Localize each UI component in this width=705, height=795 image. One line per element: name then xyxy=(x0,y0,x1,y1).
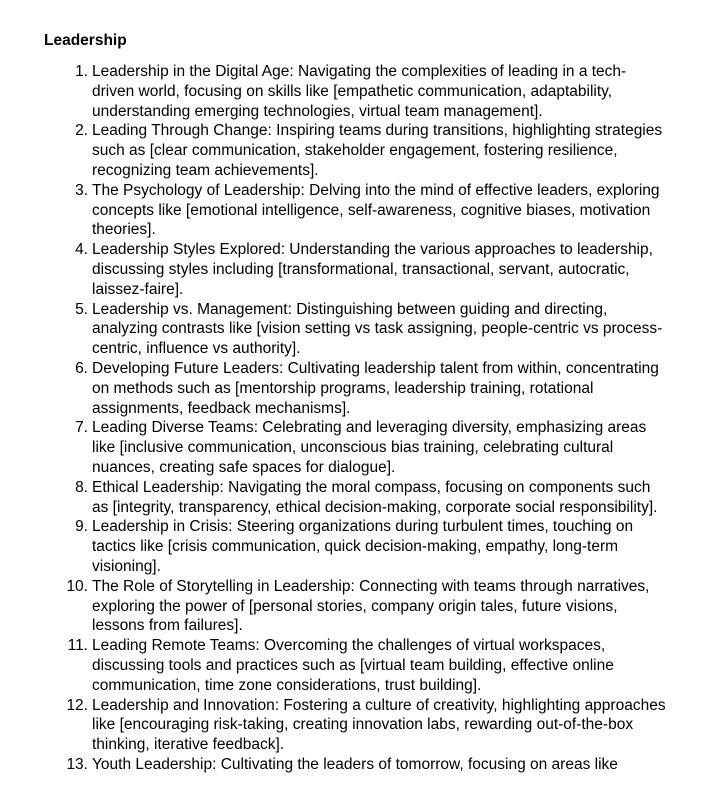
list-item-text: Youth Leadership: Cultivating the leaders of tomorrow, focusing on areas like xyxy=(92,755,618,773)
list-item-text: Leadership in Crisis: Steering organizations during turbulent times, touching on tactics like [crisis communication, quick decision-making, empathy, long-term visioning]. xyxy=(92,518,634,575)
list-item-text: Leadership and Innovation: Fostering a culture of creativity, highlighting approaches like [encouraging risk-taking, creating innovation labs, rewarding out-of-the-box thinking, iterative feedback]. xyxy=(92,696,666,754)
list-item-text: The Role of Storytelling in Leadership: Connecting with teams through narratives, exploring the power of [personal stories, company origin tales, future visions, lessons from failures]. xyxy=(92,577,650,635)
list-item-number: 7. xyxy=(75,419,88,437)
list-item-text: Leadership in the Digital Age: Navigating the complexities of leading in a tech-driven world, focusing on skills like [empathetic communication, adaptability, understanding emerging technologies, virtual team management]. xyxy=(92,63,627,120)
list-item-number: 1. xyxy=(75,63,88,80)
list-item xyxy=(0,62,705,121)
list-item-number: 6. xyxy=(75,359,88,377)
list-item xyxy=(0,636,705,695)
list-item-number: 5. xyxy=(75,300,88,318)
list-item-text: Leading Diverse Teams: Celebrating and leveraging diversity, emphasizing areas like [inclusive communication, unconscious bias training, celebrating cultural nuances, creating safe spaces for dialogue]. xyxy=(92,419,647,476)
list-item xyxy=(0,517,705,576)
document-title: Leadership xyxy=(44,32,127,49)
list-item-text: Leading Through Change: Inspiring teams during transitions, highlighting strategies such as [clear communication, stakeholder engagement, fostering resilience, recognizing team achievements]. xyxy=(92,122,663,179)
topic-list xyxy=(0,62,705,775)
list-item xyxy=(0,418,705,477)
list-item-text: The Psychology of Leadership: Delving into the mind of effective leaders, exploring concepts like [emotional intelligence, self-awareness, cognitive biases, motivation theories]. xyxy=(92,181,660,239)
list-item xyxy=(0,478,705,518)
list-item-number: 2. xyxy=(75,122,88,140)
list-item xyxy=(0,240,705,299)
list-item-text: Developing Future Leaders: Cultivating leadership talent from within, concentrating on methods such as [mentorship programs, leadership training, rotational assignments, feedback mechanisms]. xyxy=(92,359,659,417)
list-item-text: Leading Remote Teams: Overcoming the challenges of virtual workspaces, discussing tools and practices such as [virtual team building, effective online communication, time zone considerations, trust building]. xyxy=(92,637,614,694)
list-item-number: 13. xyxy=(66,755,88,773)
list-item-text: Leadership Styles Explored: Understanding the various approaches to leadership, discussing styles including [transformational, transactional, servant, autocratic, laissez-faire]. xyxy=(92,241,653,298)
list-item xyxy=(0,577,705,636)
list-item-number: 12. xyxy=(66,696,88,714)
list-item xyxy=(0,755,705,775)
list-item-number: 9. xyxy=(75,518,88,536)
list-item-number: 3. xyxy=(75,181,88,199)
list-item-text: Leadership vs. Management: Distinguishing between guiding and directing, analyzing contrasts like [vision setting vs task assigning, people-centric vs process-centric, influence vs authority]. xyxy=(92,300,663,358)
list-item-number: 4. xyxy=(75,241,88,259)
list-item-number: 11. xyxy=(67,637,88,655)
list-item xyxy=(0,696,705,755)
list-item xyxy=(0,300,705,359)
list-item-text: Ethical Leadership: Navigating the moral compass, focusing on components such as [integrity, transparency, ethical decision-making, corporate social responsibility]. xyxy=(92,478,658,516)
list-item xyxy=(0,121,705,180)
list-item-number: 8. xyxy=(75,478,88,496)
list-item xyxy=(0,181,705,240)
list-item xyxy=(0,359,705,418)
list-item-number: 10. xyxy=(66,577,88,595)
